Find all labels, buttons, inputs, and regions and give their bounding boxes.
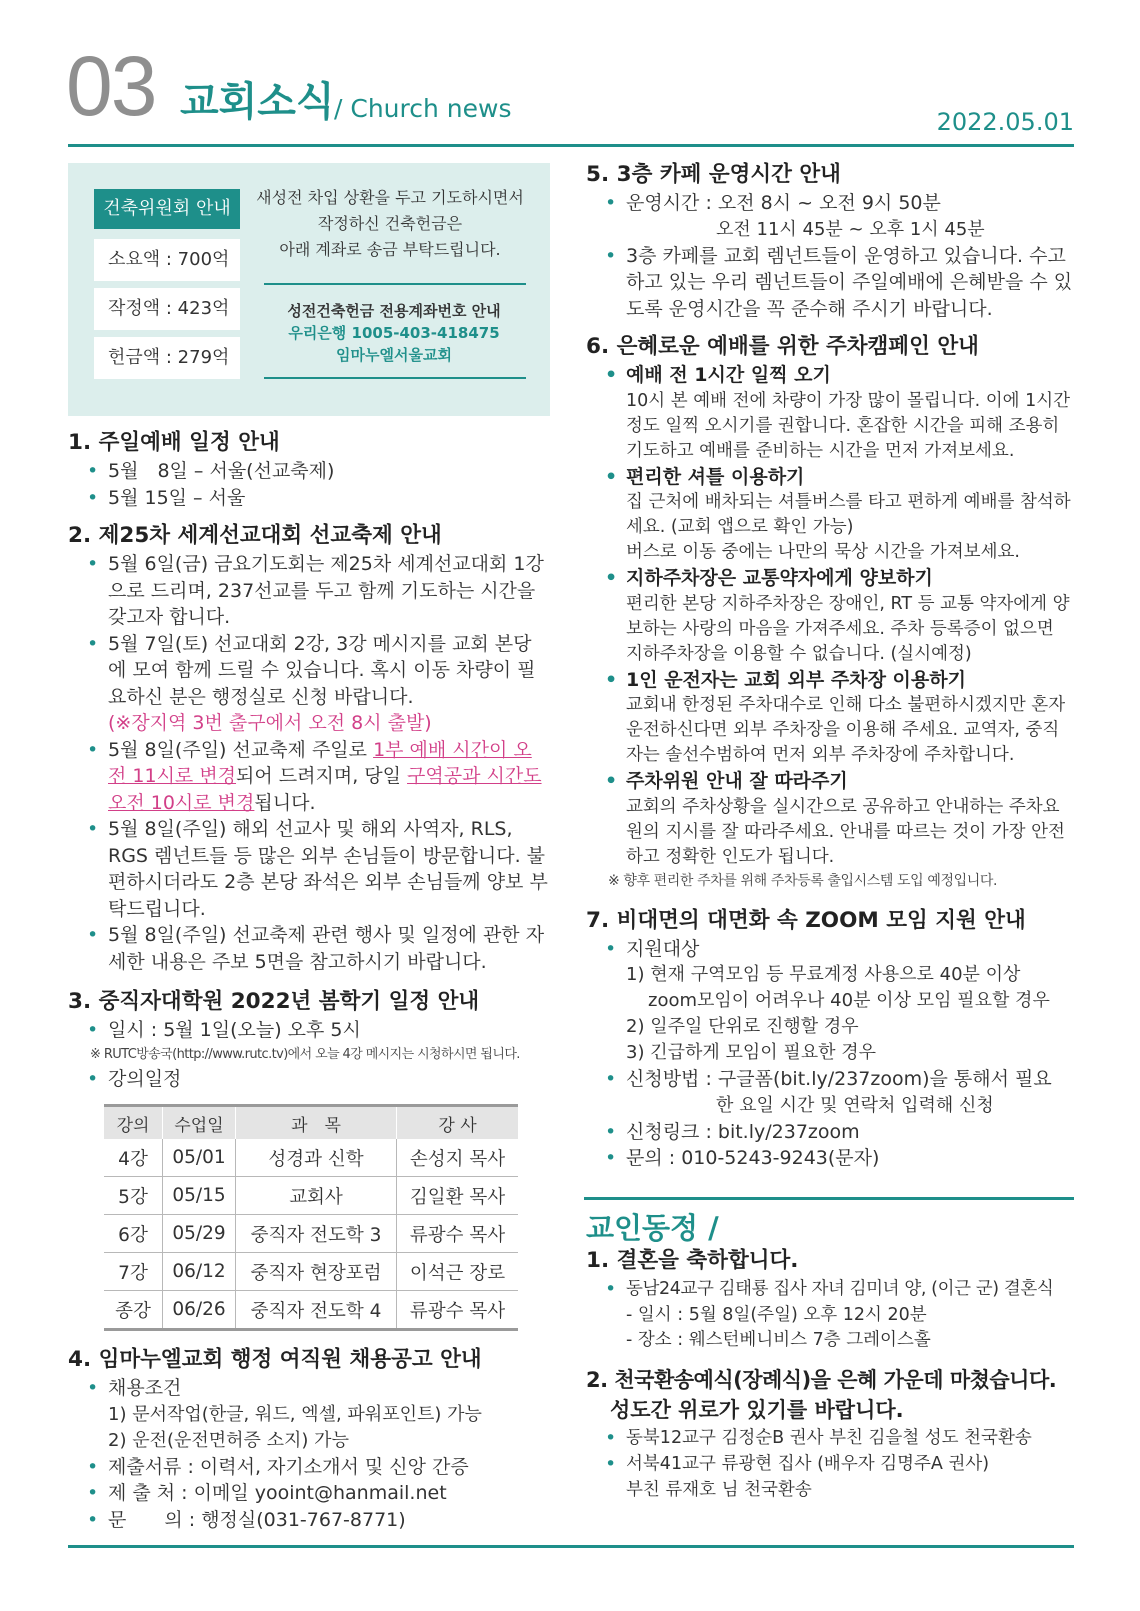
parking-item-body: 교회의 주차상황을 실시간으로 공유하고 안내하는 주차요원의 지시를 잘 따라주세요. 안내를 따르는 것이 가장 안전하고 정확한 인도가 됩니다.: [626, 796, 1065, 867]
table-row: 7강 06/12 중직자 현장포럼 이석근 장로: [104, 1253, 518, 1291]
col-lecturer: 강 사: [438, 1115, 477, 1136]
account-info: [256, 300, 532, 366]
parking-item-body: 버스로 이동 중에는 나만의 묵상 시간을 가져보세요.: [626, 542, 1020, 562]
departure-note: (※장지역 3번 출구에서 오전 8시 출발): [108, 712, 432, 734]
s7-title: 7. 비대면의 대면화 속 ZOOM 모임 지원 안내: [586, 907, 1026, 933]
section-number: 03: [66, 39, 156, 133]
parking-item-body: 편리한 본당 지하주차장은 장애인, RT 등 교통 약자에게 양보하는 사랑의 마음을 가져주세요. 주차 등록증이 없으면 지하주차장을 이용할 수 없습니다. (실시예정): [626, 593, 1070, 664]
funeral-title-2: 성도간 위로가 있기를 바랍니다.: [610, 1397, 904, 1422]
s2-title: 2. 제25차 세계선교대회 선교축제 안내: [68, 523, 442, 548]
parking-item-head: • 편리한 셔틀 이용하기: [586, 464, 1074, 491]
condition-2: 2) 운전(운전면허증 소지) 가능: [108, 1429, 349, 1451]
footer-divider: [68, 1545, 1074, 1548]
list-item: • 서북41교구 류광현 집사 (배우자 김명주A 권사): [586, 1451, 1074, 1478]
required-amount: 소요액 : 700억: [94, 239, 240, 281]
list-item: • 문의 : 010-5243-9243(문자): [586, 1145, 1074, 1172]
s1-title: 1. 주일예배 일정 안내: [68, 430, 280, 455]
target-2: 2) 일주일 단위로 진행할 경우: [626, 1016, 859, 1037]
list-item: • 운영시간 : 오전 8시 ~ 오전 9시 50분: [586, 190, 1074, 217]
list-item: • 일시 : 5월 1일(오늘) 오후 5시: [68, 1017, 548, 1044]
parking-item-head: • 주차위원 안내 잘 따라주기: [586, 768, 1074, 795]
list-item: • 제출서류 : 이력서, 자기소개서 및 신앙 간증: [68, 1454, 548, 1481]
target-1: 1) 현재 구역모임 등 무료계정 사용으로 40분 이상: [626, 964, 1021, 985]
wedding-place: - 장소 : 웨스턴베니비스 7층 그레이스홀: [626, 1329, 931, 1350]
table-header-row: [104, 1106, 518, 1140]
funeral-item-cont: 부친 류재호 님 천국환송: [626, 1479, 812, 1500]
pledged-amount: 작정액 : 423억: [94, 288, 240, 330]
list-item: • 동남24교구 김태룡 집사 자녀 김미녀 양, (이근 군) 결혼식: [586, 1276, 1074, 1303]
list-item: • 제 출 처 : 이메일 yooint@hanmail.net: [68, 1480, 548, 1507]
parking-item-body: 집 근처에 배차되는 셔틀버스를 타고 편하게 예배를 참석하세요. (교회 앱으로 확인 가능): [626, 492, 1071, 537]
account-title: 성전건축헌금 전용계좌번호 안내: [287, 302, 501, 320]
s6-title: 6. 은혜로운 예배를 위한 주차캠페인 안내: [586, 334, 979, 359]
target-1-cont: zoom모임이 어려우나 40분 이상 모임 필요할 경우: [648, 990, 1050, 1011]
building-committee-tag: 건축위원회 안내: [94, 189, 240, 229]
table-row: 5강 05/15 교회사 김일환 목사: [104, 1177, 518, 1215]
list-item: • 동북12교구 김정순B 권사 부친 김을철 성도 천국환송: [586, 1425, 1074, 1452]
page-title: 교회소식: [180, 79, 335, 125]
rutc-note: ※ RUTC방송국(http://www.rutc.tv)에서 오늘 4강 메시지는 시청하시면 됩니다.: [90, 1046, 520, 1062]
table-row: 종강 06/26 중직자 전도학 4 류광수 목사: [104, 1291, 518, 1330]
member-news-divider: [584, 1197, 1074, 1200]
list-item: • 5월 6일(금) 금요기도회는 제25차 세계선교대회 1강으로 드리며, 237선교를 두고 함께 기도하는 시간을 갖고자 합니다.: [68, 551, 548, 631]
building-message: 새성전 차입 상환을 두고 기도하시면서 작정하신 건축헌금은 아래 계좌로 송금 부탁드립니다.: [256, 188, 524, 259]
donated-amount: 헌금액 : 279억: [94, 337, 240, 379]
col-subject: 과 목: [236, 1106, 397, 1140]
account-holder: 임마누엘서울교회: [336, 346, 452, 364]
left-column: [68, 428, 548, 1533]
table-row: 4강 05/01 성경과 신학 손성지 목사: [104, 1139, 518, 1177]
list-item: • 문 의 : 행정실(031-767-8771): [68, 1507, 548, 1534]
wedding-date: - 일시 : 5월 8일(주일) 오후 12시 20분: [626, 1304, 927, 1325]
parking-item-body: 10시 본 예배 전에 차량이 가장 많이 몰립니다. 이에 1시간 정도 일찍 오시기를 권합니다. 혼잡한 시간을 피해 조용히 기도하고 예배를 준비하는 시간을 먼저 가져보세요.: [626, 390, 1071, 461]
s4-title: 4. 임마누엘교회 행정 여직원 채용공고 안내: [68, 1347, 482, 1372]
funeral-title: 2. 천국환송예식(장례식)을 은혜 가운데 마쳤습니다.: [586, 1367, 1057, 1392]
account-divider-bottom: [264, 377, 526, 379]
list-item: • 강의일정: [68, 1066, 548, 1093]
right-column: [586, 160, 1074, 1172]
list-item: • 5월 8일(주일) 해외 선교사 및 해외 사역자, RLS, RGS 렘넌트들 등 많은 외부 손님들이 방문합니다. 불편하시더라도 2층 본당 좌석은 외부 손님들께 양보 부탁드립니다.: [68, 816, 548, 922]
bulletin-date: 2022.05.01: [936, 108, 1074, 136]
member-news-title: 교인동정 /: [586, 1211, 719, 1245]
target-3: 3) 긴급하게 모임이 필요한 경우: [626, 1042, 877, 1063]
list-item: • 5월 8일 – 서울(선교축제): [68, 458, 548, 485]
page-subtitle: / Church news: [334, 94, 512, 123]
col-lecture: 강의: [104, 1106, 163, 1140]
list-item: • 3층 카페를 교회 렘넌트들이 운영하고 있습니다. 수고하고 있는 우리 렘넌트들이 주일예배에 은혜받을 수 있도록 운영시간을 꼭 준수해 주시기 바랍니다.: [586, 243, 1074, 323]
parking-item-head: • 지하주차장은 교통약자에게 양보하기: [586, 565, 1074, 592]
apply-cont: 한 요일 시간 및 연락처 입력해 신청: [716, 1094, 994, 1116]
s3-title: 3. 중직자대학원 2022년 봄학기 일정 안내: [68, 989, 480, 1014]
list-item: • 5월 7일(토) 선교대회 2강, 3강 메시지를 교회 본당에 모여 함께 드릴 수 있습니다. 혹시 이동 차량이 필요하신 분은 행정실로 신청 바랍니다. (※장지역 3번 출구에서 오전 8시 출발): [68, 631, 548, 737]
account-divider-top: [264, 283, 526, 285]
list-item: • 채용조건: [68, 1375, 548, 1402]
parking-note: ※ 향후 편리한 주차를 위해 주차등록 출입시스템 도입 예정입니다.: [608, 872, 998, 889]
table-row: 6강 05/29 중직자 전도학 3 류광수 목사: [104, 1215, 518, 1253]
list-item: • 신청링크 : bit.ly/237zoom: [586, 1119, 1074, 1146]
list-item: • 지원대상: [586, 936, 1074, 963]
list-item: • 5월 8일(주일) 선교축제 주일로 1부 예배 시간이 오전 11시로 변경되어 드려지며, 당일 구역공과 시간도 오전 10시로 변경됩니다.: [68, 737, 548, 817]
worship-time-change: 1부 예배 시간이 오전 11시로 변경: [108, 738, 532, 787]
condition-1: 1) 문서작업(한글, 워드, 엑셀, 파워포인트) 가능: [108, 1403, 482, 1425]
header-divider: [68, 144, 1074, 147]
parking-item-head: • 예배 전 1시간 일찍 오기: [586, 362, 1074, 389]
s5-title: 5. 3층 카페 운영시간 안내: [586, 162, 841, 187]
list-item: • 5월 8일(주일) 선교축제 관련 행사 및 일정에 관한 자세한 내용은 주보 5면을 참고하시기 바랍니다.: [68, 922, 548, 975]
member-news: [586, 1246, 1074, 1503]
lecture-schedule-table: [104, 1104, 518, 1331]
hours-line-2: 오전 11시 45분 ~ 오후 1시 45분: [716, 218, 985, 240]
parking-item-body: 교회내 한정된 주차대수로 인해 다소 불편하시겠지만 혼자 운전하신다면 외부 주차장을 이용해 주세요. 교역자, 중직자는 솔선수범하여 먼저 외부 주차장에 주차합니다.: [626, 695, 1066, 765]
wedding-title: 1. 결혼을 축하합니다.: [586, 1248, 799, 1273]
group-study-time-change: 구역공과 시간도 오전 10시로 변경: [108, 765, 542, 814]
list-item: • 5월 15일 – 서울: [68, 485, 548, 512]
col-date: 수업일: [163, 1106, 236, 1140]
parking-item-head: • 1인 운전자는 교회 외부 주차장 이용하기: [586, 667, 1074, 694]
account-number: 우리은행 1005-403-418475: [288, 324, 500, 342]
list-item: • 신청방법 : 구글폼(bit.ly/237zoom)을 통해서 필요: [586, 1066, 1074, 1093]
building-committee-box: [68, 163, 550, 416]
